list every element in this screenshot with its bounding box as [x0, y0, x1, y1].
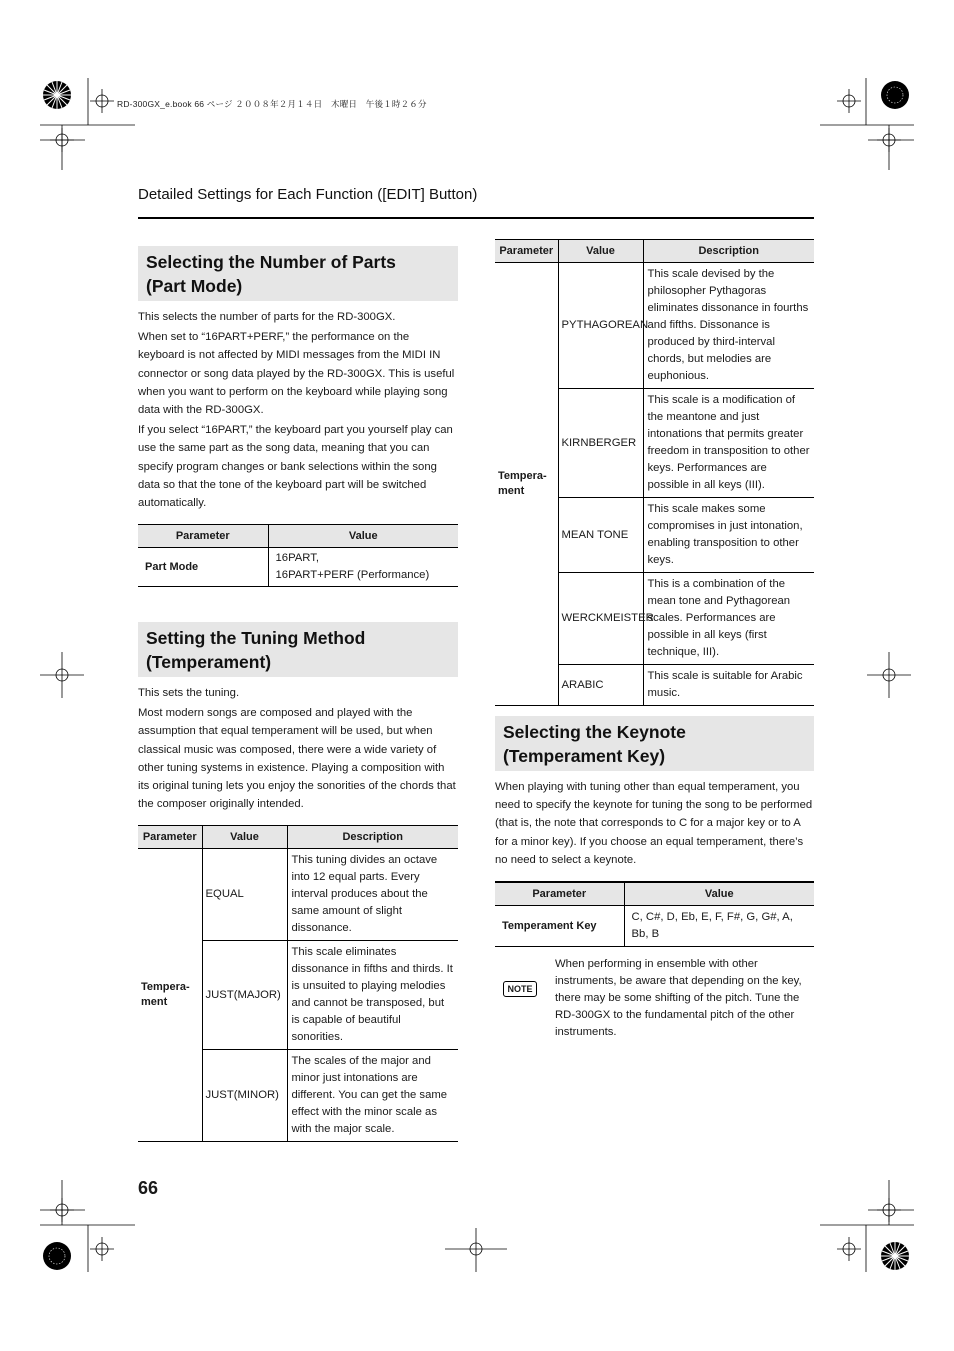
value-cell: WERCKMEISTER — [558, 573, 643, 665]
column-header-value: Value — [624, 882, 814, 906]
table-header-row — [138, 525, 458, 548]
page-number: 66 — [138, 1178, 159, 1198]
value-cell: ARABIC — [558, 665, 643, 706]
description-cell: This scale is suitable for Arabic music. — [643, 665, 814, 706]
value-line: 16PART, — [275, 552, 320, 564]
part-mode-paragraph: This selects the number of parts for the RD-300GX. — [138, 311, 396, 323]
description-cell: This scale is a modification of the meantone and just intonations that permits greater freedom in transposition to other keys. Performances are possible in all keys (III). — [643, 389, 814, 498]
page-header-title: Detailed Settings for Each Function ([EDIT] Button) — [138, 186, 478, 203]
temperament-heading-line2: (Temperament) — [146, 651, 272, 672]
keynote-heading-line2: (Temperament Key) — [503, 745, 666, 766]
temperament-table-right — [495, 239, 814, 706]
column-header-parameter: Parameter — [138, 826, 202, 849]
description-cell: This tuning divides an octave into 12 equal parts. Every interval produces about the same amount of slight dissonance. — [287, 849, 458, 941]
parameter-cell: Temperament Key — [495, 906, 624, 947]
column-header-value: Value — [202, 826, 287, 849]
temperament-table-left — [138, 825, 458, 1142]
value-cell: PYTHAGOREAN — [558, 263, 643, 389]
table-header-row — [495, 882, 814, 906]
keynote-heading — [495, 716, 814, 771]
column-header-description: Description — [643, 240, 814, 263]
column-header-parameter: Parameter — [138, 525, 268, 548]
parameter-line: Tempera- — [141, 981, 190, 993]
parameter-line: ment — [498, 485, 525, 497]
column-header-description: Description — [287, 826, 458, 849]
note-badge: NOTE — [503, 981, 537, 997]
keynote-heading-line1: Selecting the Keynote — [503, 721, 686, 742]
parameter-line: Tempera- — [498, 470, 547, 482]
part-mode-paragraph: If you select “16PART,” the keyboard part you yourself play can use the same part as the song data, meaning that you can specify program changes or bank selections within the song data so that the tone of the keyboard part will be switched automatically. — [138, 424, 453, 510]
print-info-line: RD-300GX_e.book 66 ページ ２００８年２月１４日 木曜日 午後１時２６分 — [117, 99, 427, 109]
part-mode-heading-line1: Selecting the Number of Parts — [146, 251, 396, 272]
parameter-line: ment — [141, 996, 168, 1008]
keynote-table — [495, 881, 814, 947]
keynote-description — [495, 778, 814, 869]
parameter-cell — [138, 849, 202, 1142]
parameter-cell: Part Mode — [138, 548, 268, 587]
temperament-heading-line1: Setting the Tuning Method — [146, 627, 366, 648]
table-row — [138, 849, 458, 941]
value-line: 16PART+PERF (Performance) — [275, 569, 430, 581]
header-rule — [138, 217, 814, 219]
value-cell: KIRNBERGER — [558, 389, 643, 498]
part-mode-heading-line2: (Part Mode) — [146, 275, 243, 296]
temperament-paragraph: This sets the tuning. — [138, 687, 240, 699]
part-mode-description — [138, 308, 458, 512]
column-header-value: Value — [268, 525, 458, 548]
parameter-cell — [495, 263, 558, 706]
table-row — [495, 906, 814, 947]
table-row — [495, 263, 814, 389]
description-cell: The scales of the major and minor just intonations are different. You can get the same effect with the minor scale as with the major scale. — [287, 1050, 458, 1142]
column-header-value: Value — [558, 240, 643, 263]
keynote-paragraph: When playing with tuning other than equal temperament, you need to specify the keynote for tuning the song to be performed (that is, the note that corresponds to C for a major key or to A for a minor key). If you choose an equal temperament, there’s no need to select a keynote. — [495, 781, 813, 866]
value-cell: MEAN TONE — [558, 498, 643, 573]
note-text: When performing in ensemble with other instruments, be aware that depending on the key, there may be some shifting of the pitch. Tune the RD-300GX to the fundamental pitch of the other instruments. — [555, 958, 802, 1038]
column-header-parameter: Parameter — [495, 882, 624, 906]
table-header-row — [138, 826, 458, 849]
description-cell: This scale makes some compromises in just intonation, enabling transposition to other keys. — [643, 498, 814, 573]
part-mode-paragraph: When set to “16PART+PERF,” the performance on the keyboard is not affected by MIDI messages from the MIDI IN connector or song data played by the RD-300GX. This is useful when you want to perform on the keyboard while playing song data with the RD-300GX. — [138, 331, 455, 417]
value-cell: C, C#, D, Eb, E, F, F#, G, G#, A, Bb, B — [624, 906, 814, 947]
table-header-row — [495, 240, 814, 263]
value-cell: JUST(MAJOR) — [202, 941, 287, 1050]
temperament-description — [138, 684, 458, 813]
temperament-paragraph: Most modern songs are composed and played with the assumption that equal temperament will be used, but when classical music was composed, there were a wide variety of other tuning systems in existence. Playing a composition with its original tuning lets you enjoy the sonorities of the chords that the composer originally intended. — [138, 707, 456, 811]
temperament-heading — [138, 622, 458, 677]
column-header-parameter: Parameter — [495, 240, 558, 263]
description-cell: This scale devised by the philosopher Pythagoras eliminates dissonance in fourths and fifths. Dissonance is produced by third-interval chords, but melodies are euphonious. — [643, 263, 814, 389]
description-cell: This scale eliminates dissonance in fifths and thirds. It is unsuited to playing melodies and cannot be transposed, but is capable of beautiful sonorities. — [287, 941, 458, 1050]
description-cell: This is a combination of the mean tone and Pythagorean scales. Performances are possible in all keys (first technique, III). — [643, 573, 814, 665]
table-row — [138, 548, 458, 587]
part-mode-table — [138, 524, 458, 587]
value-cell: EQUAL — [202, 849, 287, 941]
value-cell: JUST(MINOR) — [202, 1050, 287, 1142]
part-mode-heading — [138, 246, 458, 301]
value-cell — [268, 548, 458, 587]
